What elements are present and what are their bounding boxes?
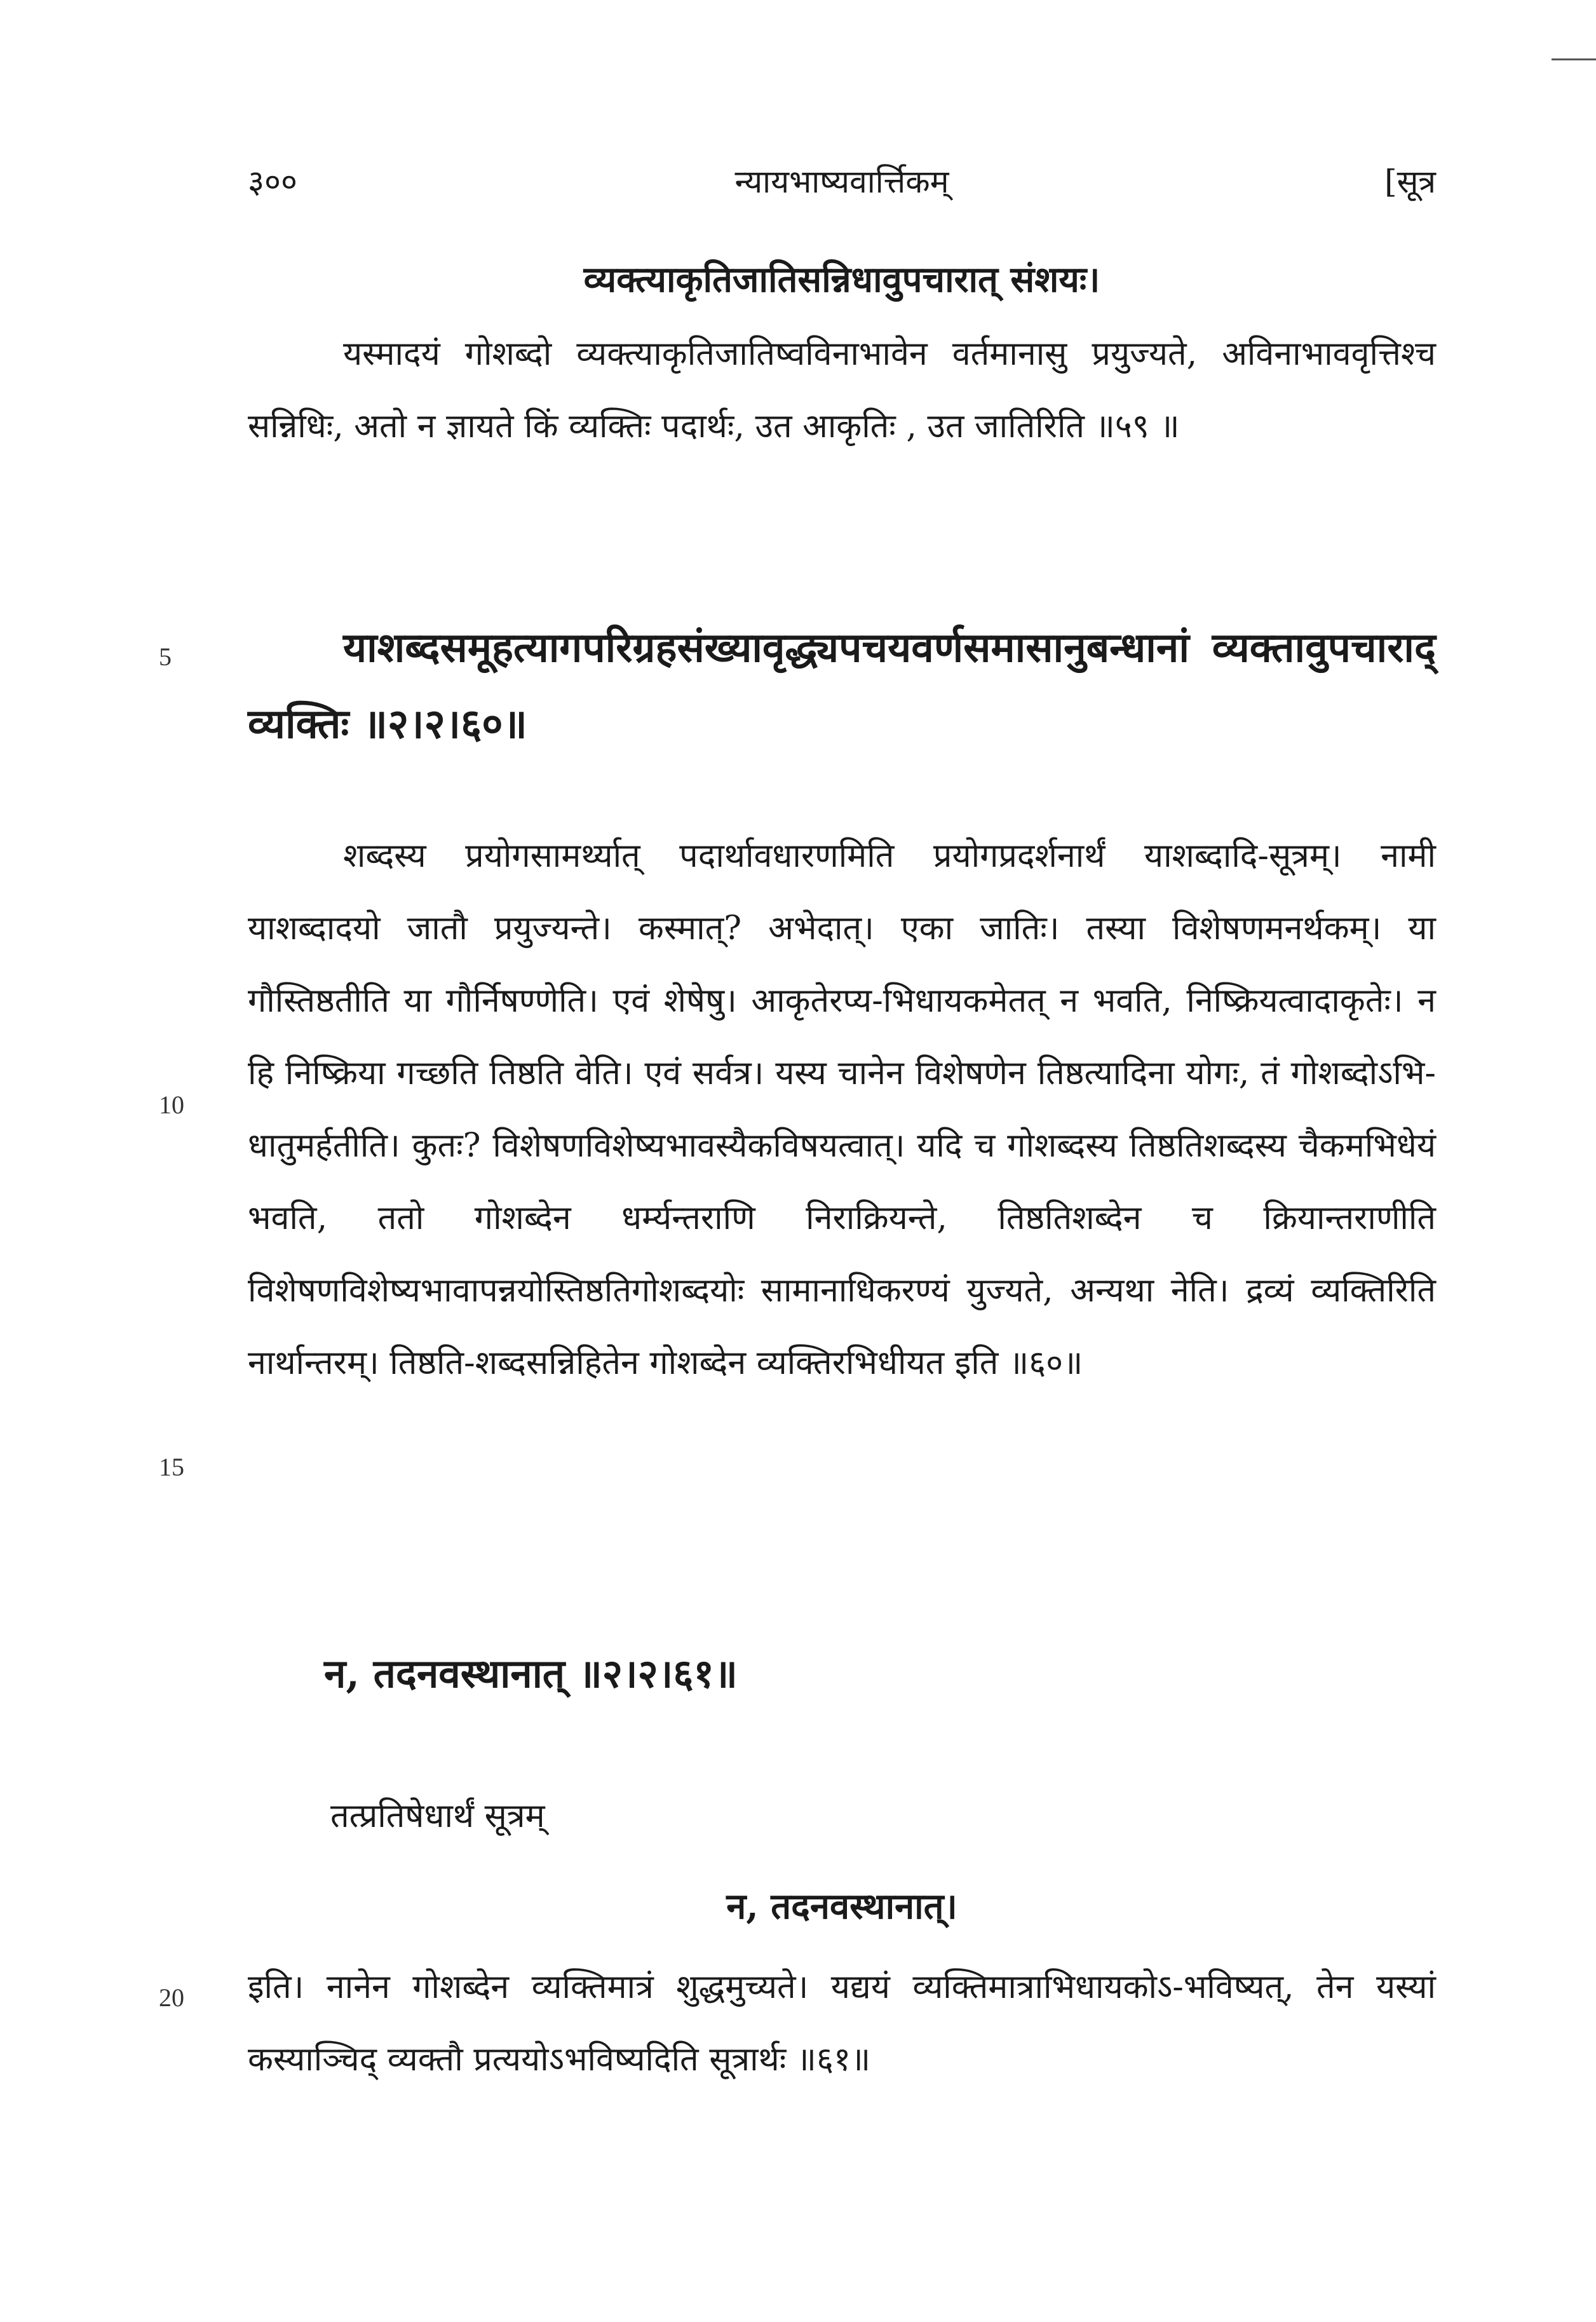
sutra-60 xyxy=(248,610,1436,763)
running-title: न्यायभाष्यवार्त्तिकम् xyxy=(734,163,949,200)
sutra-61: न, तदनवस्थानात् ॥२।२।६१॥ xyxy=(324,1650,738,1697)
section-heading: व्यक्त्याकृतिजातिसन्निधावुपचारात् संशयः। xyxy=(583,259,1100,301)
commentary-61 xyxy=(248,1951,1436,2096)
line-number: 5 xyxy=(159,642,172,671)
line-number: 15 xyxy=(159,1453,184,1481)
line-number: 10 xyxy=(159,1090,184,1119)
sutra-61-repeat: न, तदनवस्थानात्। xyxy=(726,1885,957,1927)
commentary-59 xyxy=(248,318,1436,463)
commentary-60-text: शब्दस्य प्रयोगसामर्थ्यात् पदार्थावधारणमिति प्रयोगप्रदर्शनार्थं याशब्दादि-सूत्रम्। नामी याशब्दादयो जातौ प्रयुज्यन्ते। कस्मात्? अभेदात्। एका जातिः। तस्या विशेषणमनर्थकम्। या गौस्तिष्ठतीति या गौर्निषण्णेति। एवं शेषेषु। आकृतेरप्य-भिधायकमेतत् न भवति, निष्क्रियत्वादाकृतेः। न हि निष्क्रिया गच्छति तिष्ठति वेति। एवं सर्वत्र। यस्य चानेन विशेषणेन तिष्ठत्यादिना योगः, तं गोशब्दोऽभि-धातुमर्हतीति। कुतः? विशेषणविशेष्यभावस्यैकविषयत्वात्। यदि च गोशब्दस्य तिष्ठतिशब्दस्य चैकमभिधेयं भवति, ततो गोशब्देन धर्म्यन्तराणि निराक्रियन्ते, तिष्ठतिशब्देन च क्रियान्तराणीति विशेषणविशेष्यभावापन्नयोस्तिष्ठतिगोशब्दयोः सामानाधिकरण्यं युज्यते, अन्यथा नेति। द्रव्यं व्यक्तिरिति नार्थान्तरम्। तिष्ठति-शब्दसन्निहितेन गोशब्देन व्यक्तिरभिधीयत इति ॥६०॥ xyxy=(248,837,1436,1382)
sutra-61-intro: तत्प्रतिषेधार्थं सूत्रम् xyxy=(330,1797,545,1835)
section-marker: [सूत्र xyxy=(1384,163,1436,200)
commentary-60 xyxy=(248,820,1436,1399)
sutra-60-text: याशब्दसमूहत्यागपरिग्रहसंख्यावृद्ध्यपचयवर्णसमासानुबन्धानां व्यक्तावुपचाराद् व्यक्तिः ॥२।२।६०॥ xyxy=(248,624,1436,748)
commentary-59-text: यस्मादयं गोशब्दो व्यक्त्याकृतिजातिष्वविनाभावेन वर्तमानासु प्रयुज्यते, अविनाभाववृत्तिश्च सन्निधिः, अतो न ज्ञायते किं व्यक्तिः पदार्थः, उत आकृतिः , उत जातिरिति ॥५९ ॥ xyxy=(248,335,1436,445)
page-number: ३०० xyxy=(248,163,297,200)
commentary-61-text: इति। नानेन गोशब्देन व्यक्तिमात्रं शुद्धमुच्यते। यद्ययं व्यक्तिमात्राभिधायकोऽ-भविष्यत्, तेन यस्यां कस्याञ्चिद् व्यक्तौ प्रत्ययोऽभविष्यदिति सूत्रार्थः ॥६१॥ xyxy=(248,1968,1436,2079)
page-header xyxy=(248,159,1436,210)
line-number: 20 xyxy=(159,1983,184,2012)
corner-rule xyxy=(1552,58,1596,60)
